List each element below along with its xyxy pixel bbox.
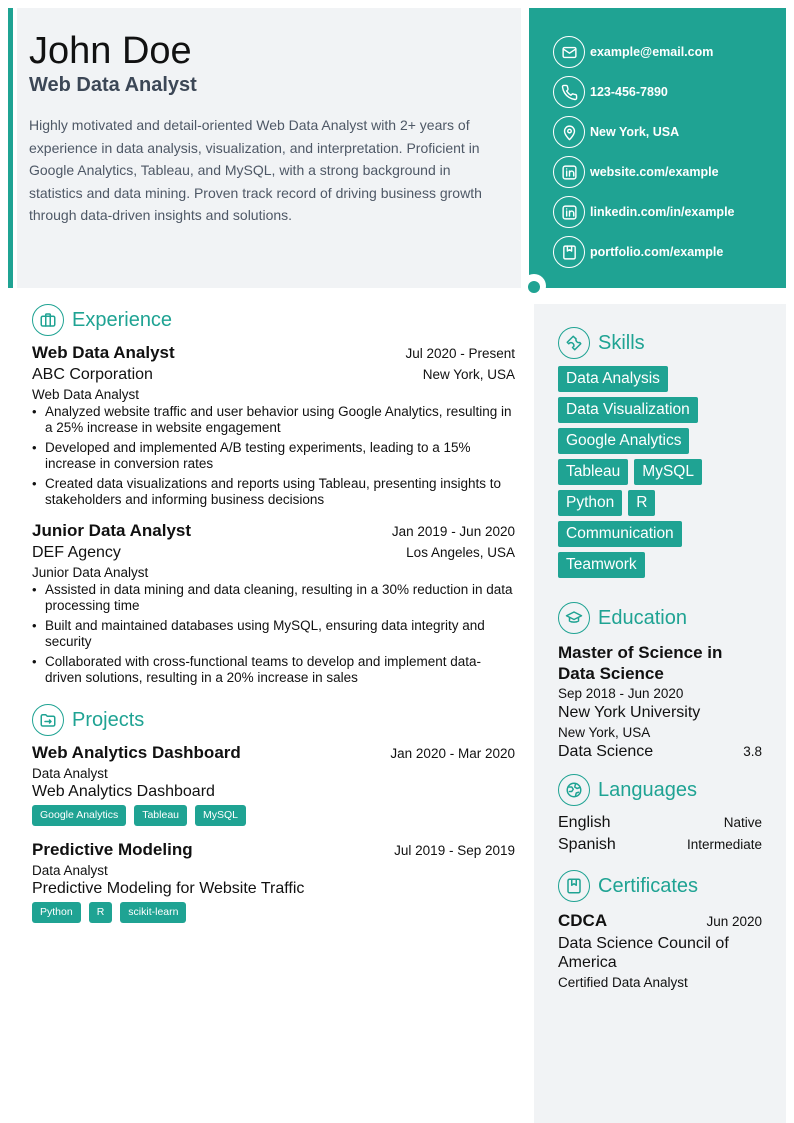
contact-panel	[529, 8, 786, 288]
project-description: Predictive Modeling for Website Traffic	[32, 880, 305, 897]
contact-phone-text: 123-456-7890	[590, 85, 668, 99]
job-location: New York, USA	[422, 367, 515, 382]
certificate-icon	[558, 870, 590, 902]
project-date: Jan 2020 - Mar 2020	[390, 746, 515, 761]
skill-chip: Google Analytics	[558, 428, 689, 454]
education-location: New York, USA	[558, 725, 651, 740]
folder-icon	[32, 704, 64, 736]
linkedin-icon	[553, 156, 585, 188]
project-role: Data Analyst	[32, 863, 108, 878]
language-level: Native	[723, 815, 762, 830]
contact-portfolio-text: portfolio.com/example	[590, 245, 724, 259]
project-tag: Google Analytics	[32, 805, 126, 826]
project-tag: MySQL	[195, 805, 246, 826]
project-tag: Python	[32, 902, 81, 923]
project-tags	[32, 805, 515, 826]
certificate-name: CDCA	[558, 911, 608, 930]
language-name: English	[558, 814, 611, 831]
contact-location	[553, 112, 786, 152]
job-bullet: • Built and maintained databases using MySQL, ensuring data integrity and security	[32, 618, 515, 650]
project-tag: R	[89, 902, 113, 923]
project-title: Web Analytics Dashboard	[32, 743, 241, 762]
project-entry	[32, 840, 515, 923]
job-date: Jul 2020 - Present	[405, 346, 515, 361]
certificates-header	[558, 869, 762, 903]
skills-header	[558, 326, 762, 360]
job-bullets	[32, 404, 515, 508]
job-title: Web Data Analyst	[32, 343, 175, 362]
job-bullets	[32, 582, 515, 686]
skills-list	[558, 366, 762, 583]
contact-email-text: example@email.com	[590, 45, 714, 59]
skill-chip: R	[628, 490, 655, 516]
sidebar	[534, 304, 786, 1123]
contact-email[interactable]	[553, 32, 786, 72]
skill-chip: Data Analysis	[558, 366, 668, 392]
language-level: Intermediate	[686, 837, 762, 852]
project-tag: Tableau	[134, 805, 187, 826]
summary: Highly motivated and detail-oriented Web Data Analyst with 2+ years of experience in data analysis, visualization, and interpretation. Proficient in Google Analytics, Tableau, and MySQL, with a strong background in statistics and data mining. Proven track record of driving business growth through data-driven insights and solutions.	[29, 117, 482, 224]
skill-chip: Python	[558, 490, 622, 516]
certificate-credential: Certified Data Analyst	[558, 975, 688, 990]
education-entry	[558, 642, 762, 761]
job-bullet: • Collaborated with cross-functional teams to develop and implement data-driven solutions, resulting in a 20% increase in sales	[32, 654, 515, 686]
project-tags	[32, 902, 515, 923]
skill-chip: Communication	[558, 521, 682, 547]
project-tag: scikit-learn	[120, 902, 186, 923]
education-date: Sep 2018 - Jun 2020	[558, 686, 684, 701]
contact-website-text: website.com/example	[590, 165, 719, 179]
skill-chip: Data Visualization	[558, 397, 698, 423]
globe-icon	[558, 774, 590, 806]
email-icon	[553, 36, 585, 68]
skills-title: Skills	[598, 331, 645, 354]
job-date: Jan 2019 - Jun 2020	[391, 524, 515, 539]
main-column	[32, 303, 515, 923]
education-school: New York University	[558, 704, 701, 721]
project-role: Data Analyst	[32, 766, 108, 781]
language-row	[558, 814, 762, 832]
skill-chip: MySQL	[634, 459, 702, 485]
education-header	[558, 601, 762, 635]
job-position: Junior Data Analyst	[32, 565, 149, 580]
contact-linkedin-text: linkedin.com/in/example	[590, 205, 735, 219]
location-icon	[553, 116, 585, 148]
education-field: Data Science	[558, 743, 654, 760]
briefcase-icon	[32, 304, 64, 336]
education-gpa: 3.8	[743, 744, 762, 759]
project-entry	[32, 743, 515, 826]
contact-phone[interactable]	[553, 72, 786, 112]
timeline-dot	[528, 281, 540, 293]
graduation-cap-icon	[558, 602, 590, 634]
languages-list	[558, 814, 762, 854]
portfolio-icon	[553, 236, 585, 268]
project-description: Web Analytics Dashboard	[32, 783, 215, 800]
contact-portfolio[interactable]	[553, 232, 786, 272]
languages-header	[558, 773, 762, 807]
experience-title: Experience	[72, 308, 173, 331]
job-title: Junior Data Analyst	[32, 521, 192, 540]
job-position: Web Data Analyst	[32, 387, 140, 402]
project-title: Predictive Modeling	[32, 840, 193, 859]
projects-title: Projects	[72, 708, 145, 731]
contact-linkedin[interactable]	[553, 192, 786, 232]
certificates-title: Certificates	[598, 874, 699, 897]
language-row	[558, 836, 762, 854]
candidate-name: John Doe	[29, 30, 192, 72]
project-date: Jul 2019 - Sep 2019	[394, 843, 515, 858]
job-bullet: • Analyzed website traffic and user behavior using Google Analytics, resulting in a 25% increase in website engagement	[32, 404, 515, 436]
languages-title: Languages	[598, 778, 697, 801]
job-entry	[32, 521, 515, 686]
contact-location-text: New York, USA	[590, 125, 680, 139]
education-degree: Master of Science in Data Science	[558, 643, 723, 683]
job-bullet: • Created data visualizations and reports using Tableau, presenting insights to stakeholders and informing business decisions	[32, 476, 515, 508]
job-bullet: • Assisted in data mining and data cleaning, resulting in a 30% reduction in data processing time	[32, 582, 515, 614]
certificate-date: Jun 2020	[706, 914, 762, 929]
certificate-issuer: Data Science Council of America	[558, 935, 729, 971]
projects-header	[32, 703, 515, 737]
skill-chip: Teamwork	[558, 552, 645, 578]
header-panel	[17, 8, 521, 288]
phone-icon	[553, 76, 585, 108]
language-name: Spanish	[558, 836, 616, 853]
accent-bar	[8, 8, 13, 288]
education-title: Education	[598, 606, 687, 629]
skill-chip: Tableau	[558, 459, 628, 485]
job-company: ABC Corporation	[32, 366, 153, 383]
contact-website[interactable]	[553, 152, 786, 192]
job-entry	[32, 343, 515, 508]
certificate-entry	[558, 910, 762, 990]
experience-header	[32, 303, 515, 337]
wrench-icon	[558, 327, 590, 359]
job-company: DEF Agency	[32, 544, 121, 561]
job-location: Los Angeles, USA	[406, 545, 515, 560]
job-bullet: • Developed and implemented A/B testing experiments, leading to a 15% increase in conversion rates	[32, 440, 515, 472]
candidate-role: Web Data Analyst	[29, 74, 197, 96]
linkedin-icon	[553, 196, 585, 228]
